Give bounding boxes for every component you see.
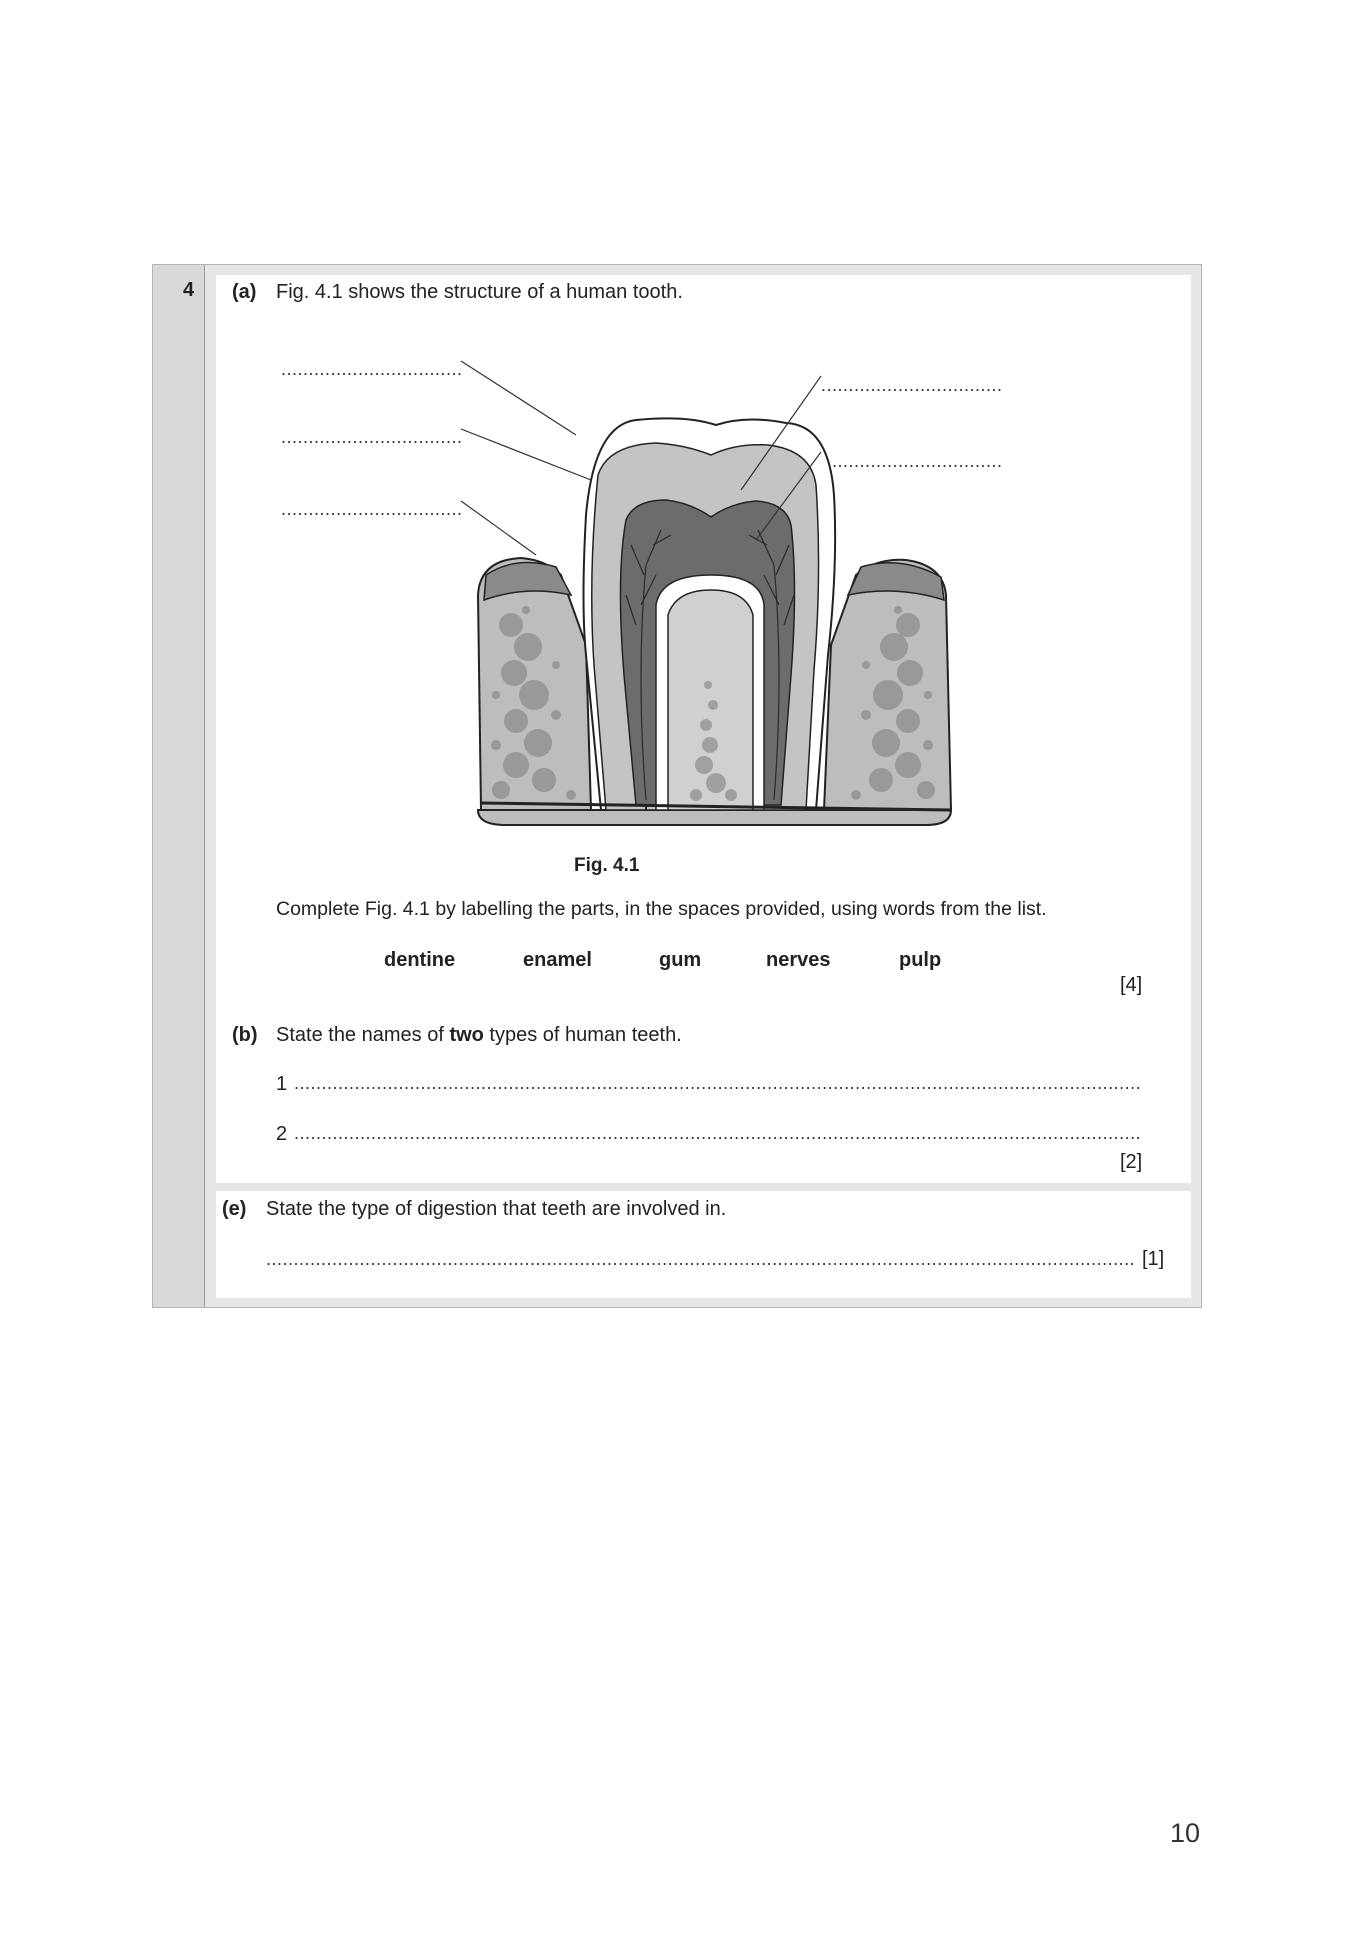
word-pulp: pulp: [899, 949, 942, 971]
part-e-answer-line[interactable]: [266, 1249, 1136, 1270]
part-b-answer-line-1[interactable]: [294, 1073, 1139, 1094]
part-a-marks: [4]: [1120, 974, 1143, 996]
part-a-label: (a): [232, 281, 257, 303]
question-panel-main: [216, 275, 1191, 1183]
part-b-label: (b): [232, 1024, 258, 1046]
word-dentine: dentine: [384, 949, 456, 971]
part-b-question: State the names of two types of human teeth.: [276, 1024, 682, 1046]
part-a-instruction: Complete Fig. 4.1 by labelling the parts, in the spaces provided, using words from the list.: [276, 898, 1047, 920]
word-nerves: nerves: [766, 949, 831, 971]
question-number: 4: [183, 279, 195, 301]
question-number-column: [153, 265, 205, 1307]
question-panel-e: [216, 1191, 1191, 1298]
part-e-label: (e): [222, 1198, 247, 1220]
word-gum: gum: [659, 949, 702, 971]
part-b-marks: [2]: [1120, 1151, 1143, 1173]
part-a-intro: Fig. 4.1 shows the structure of a human tooth.: [276, 281, 683, 303]
part-b-line1-number: 1: [276, 1073, 288, 1095]
part-e-question: State the type of digestion that teeth are involved in.: [266, 1198, 727, 1220]
part-b-answer-line-2[interactable]: [294, 1123, 1139, 1144]
tooth-diagram: [216, 275, 1191, 835]
page-number: 10: [1170, 1818, 1201, 1848]
figure-caption: Fig. 4.1: [574, 855, 640, 876]
part-b-line2-number: 2: [276, 1123, 288, 1145]
part-e-marks: [1]: [1142, 1248, 1165, 1270]
question-box: [152, 264, 1202, 1308]
word-enamel: enamel: [523, 949, 592, 971]
